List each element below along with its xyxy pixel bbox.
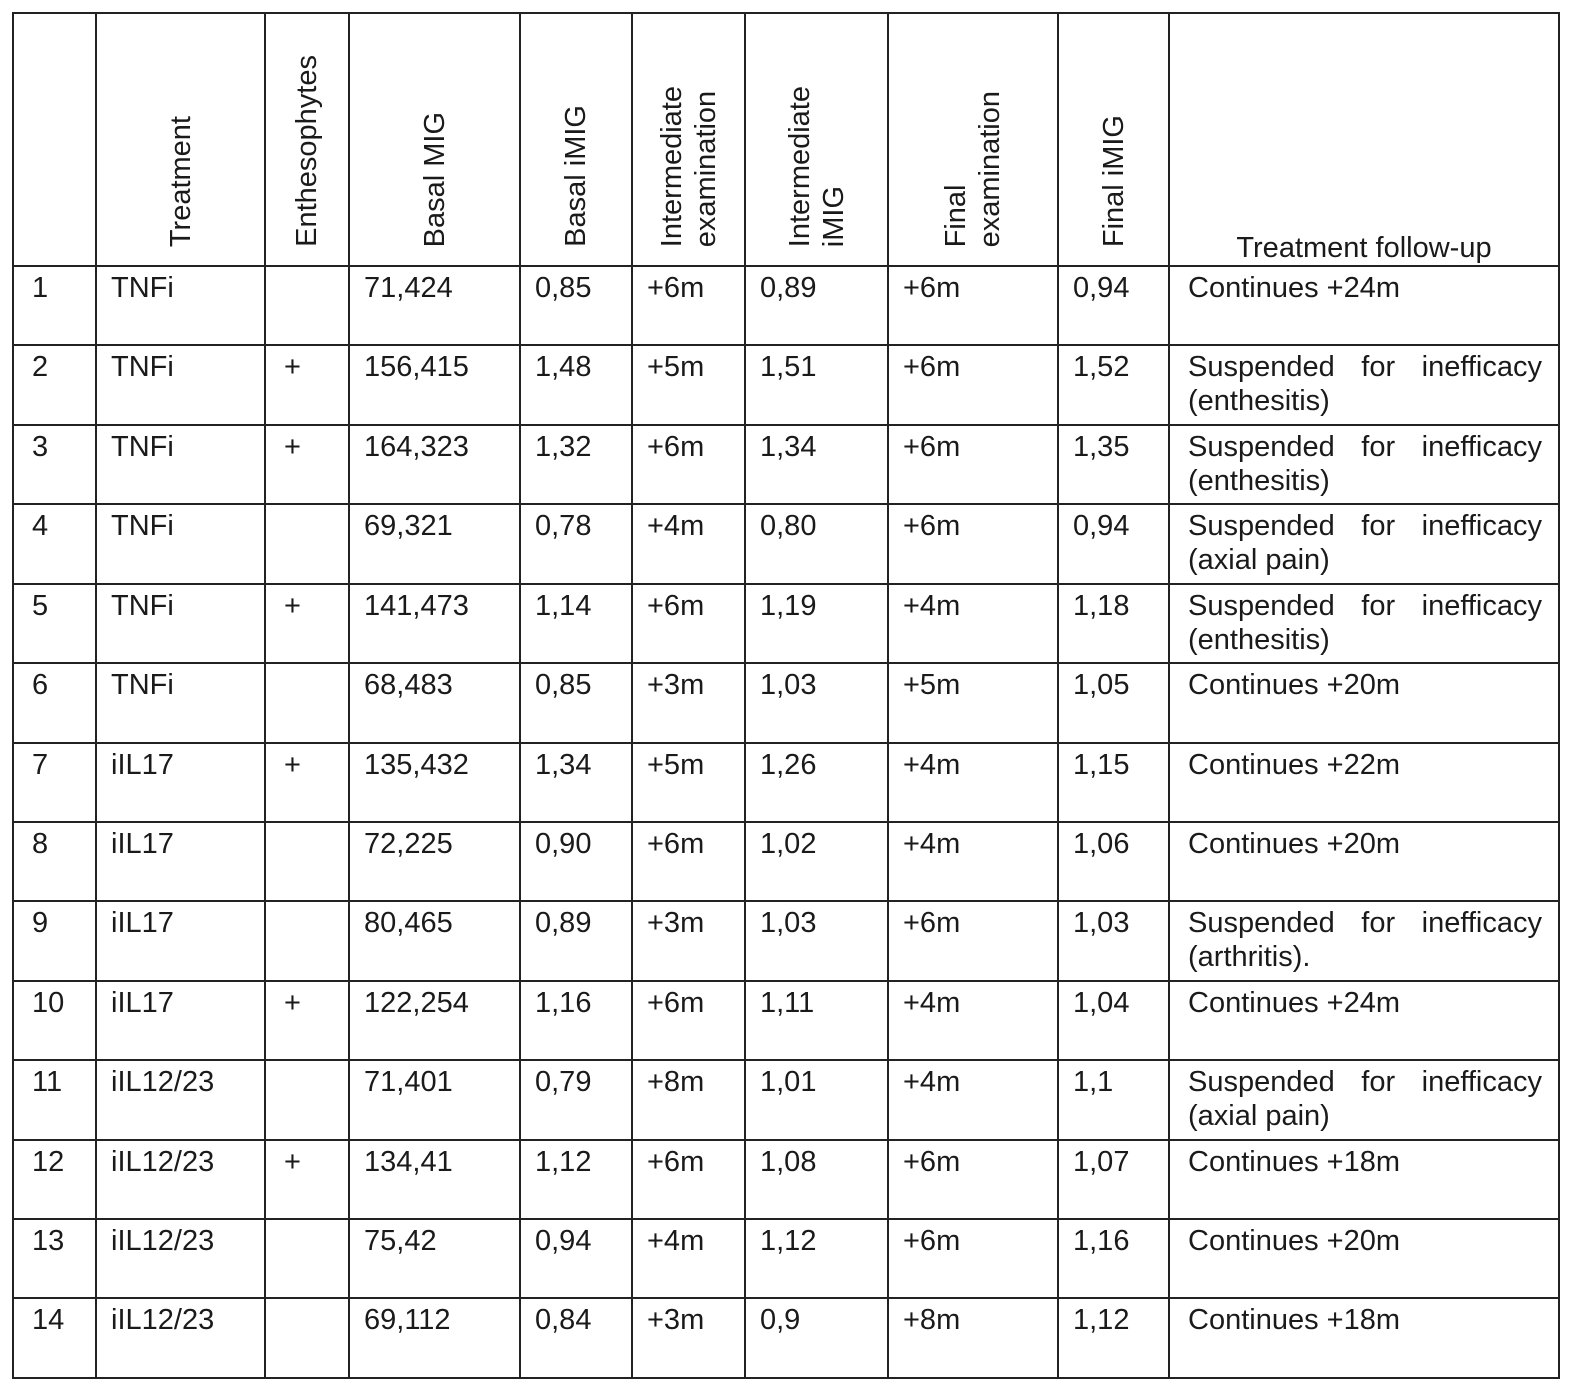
cell-basal-mig: 156,415 [349, 345, 520, 424]
cell-intermediate-examination: +3m [632, 901, 745, 980]
table-row [13, 822, 1559, 901]
table-row [13, 743, 1559, 822]
cell-basal-mig: 75,42 [349, 1219, 520, 1298]
cell-basal-mig: 141,473 [349, 584, 520, 663]
cell-final-examination: +5m [888, 663, 1058, 742]
cell-enthesophytes: + [265, 425, 349, 504]
cell-basal-imig: 0,84 [520, 1298, 632, 1378]
header-treatment-followup: Treatment follow-up [1169, 13, 1559, 266]
header-basal-imig: Basal iMIG [520, 13, 632, 266]
cell-final-imig: 1,15 [1058, 743, 1169, 822]
table-row [13, 504, 1559, 583]
cell-enthesophytes: + [265, 743, 349, 822]
cell-intermediate-examination: +8m [632, 1060, 745, 1139]
cell-treatment-followup: Continues +20m [1169, 1219, 1559, 1298]
cell-final-imig: 1,06 [1058, 822, 1169, 901]
cell-treatment: TNFi [96, 425, 265, 504]
cell-enthesophytes [265, 504, 349, 583]
header-treatment: Treatment [96, 13, 265, 266]
cell-treatment: iIL17 [96, 981, 265, 1060]
cell-basal-imig: 1,16 [520, 981, 632, 1060]
cell-enthesophytes [265, 266, 349, 345]
cell-final-examination: +4m [888, 981, 1058, 1060]
table-row [13, 584, 1559, 663]
cell-final-imig: 1,1 [1058, 1060, 1169, 1139]
table-row [13, 1140, 1559, 1219]
cell-treatment: iIL17 [96, 743, 265, 822]
cell-treatment-followup: Suspended for inefficacy (axial pain) [1169, 504, 1559, 583]
cell-intermediate-examination: +6m [632, 266, 745, 345]
cell-treatment: iIL12/23 [96, 1298, 265, 1378]
cell-final-imig: 1,35 [1058, 425, 1169, 504]
cell-number: 14 [13, 1298, 96, 1378]
cell-number: 4 [13, 504, 96, 583]
table-row [13, 266, 1559, 345]
table-row [13, 901, 1559, 980]
cell-intermediate-imig: 1,03 [745, 663, 888, 742]
cell-final-imig: 1,16 [1058, 1219, 1169, 1298]
cell-enthesophytes [265, 901, 349, 980]
cell-intermediate-imig: 1,02 [745, 822, 888, 901]
cell-treatment: iIL17 [96, 901, 265, 980]
cell-treatment-followup: Continues +22m [1169, 743, 1559, 822]
cell-basal-mig: 71,401 [349, 1060, 520, 1139]
table-row [13, 663, 1559, 742]
cell-final-examination: +4m [888, 584, 1058, 663]
cell-intermediate-examination: +5m [632, 345, 745, 424]
cell-number: 7 [13, 743, 96, 822]
cell-basal-imig: 0,79 [520, 1060, 632, 1139]
cell-final-examination: +4m [888, 1060, 1058, 1139]
cell-final-examination: +6m [888, 1140, 1058, 1219]
table-row [13, 1219, 1559, 1298]
cell-final-examination: +6m [888, 1219, 1058, 1298]
cell-final-imig: 0,94 [1058, 266, 1169, 345]
results-table [12, 12, 1560, 1379]
cell-basal-imig: 0,90 [520, 822, 632, 901]
cell-enthesophytes: + [265, 1140, 349, 1219]
cell-enthesophytes [265, 1060, 349, 1139]
cell-number: 2 [13, 345, 96, 424]
header-number [13, 13, 96, 266]
header-final-examination: Final examination [888, 13, 1058, 266]
cell-treatment-followup: Continues +18m [1169, 1140, 1559, 1219]
cell-intermediate-imig: 1,34 [745, 425, 888, 504]
cell-treatment: iIL12/23 [96, 1060, 265, 1139]
cell-intermediate-imig: 1,12 [745, 1219, 888, 1298]
table-row [13, 425, 1559, 504]
cell-treatment-followup: Suspended for inefficacy (enthesitis) [1169, 584, 1559, 663]
cell-final-imig: 0,94 [1058, 504, 1169, 583]
cell-treatment: iIL17 [96, 822, 265, 901]
cell-intermediate-examination: +6m [632, 584, 745, 663]
cell-treatment: TNFi [96, 663, 265, 742]
cell-final-examination: +6m [888, 425, 1058, 504]
cell-treatment-followup: Suspended for inefficacy (enthesitis) [1169, 345, 1559, 424]
cell-enthesophytes: + [265, 345, 349, 424]
cell-number: 6 [13, 663, 96, 742]
cell-intermediate-examination: +6m [632, 981, 745, 1060]
cell-final-imig: 1,03 [1058, 901, 1169, 980]
cell-final-examination: +4m [888, 743, 1058, 822]
cell-number: 11 [13, 1060, 96, 1139]
cell-final-examination: +6m [888, 504, 1058, 583]
cell-basal-mig: 69,112 [349, 1298, 520, 1378]
cell-final-imig: 1,18 [1058, 584, 1169, 663]
cell-intermediate-examination: +4m [632, 1219, 745, 1298]
cell-number: 8 [13, 822, 96, 901]
cell-intermediate-examination: +3m [632, 663, 745, 742]
header-intermediate-imig: Intermediate iMIG [745, 13, 888, 266]
cell-treatment-followup: Suspended for inefficacy (enthesitis) [1169, 425, 1559, 504]
cell-basal-imig: 1,12 [520, 1140, 632, 1219]
cell-basal-mig: 80,465 [349, 901, 520, 980]
cell-intermediate-imig: 1,08 [745, 1140, 888, 1219]
cell-basal-imig: 0,85 [520, 663, 632, 742]
cell-treatment-followup: Continues +18m [1169, 1298, 1559, 1378]
header-basal-mig: Basal MIG [349, 13, 520, 266]
cell-number: 1 [13, 266, 96, 345]
cell-basal-imig: 1,32 [520, 425, 632, 504]
table-row [13, 1298, 1559, 1378]
cell-final-examination: +6m [888, 266, 1058, 345]
cell-basal-mig: 72,225 [349, 822, 520, 901]
cell-basal-mig: 135,432 [349, 743, 520, 822]
cell-number: 10 [13, 981, 96, 1060]
cell-intermediate-imig: 0,9 [745, 1298, 888, 1378]
cell-treatment: TNFi [96, 504, 265, 583]
cell-number: 12 [13, 1140, 96, 1219]
cell-basal-mig: 71,424 [349, 266, 520, 345]
cell-treatment-followup: Continues +24m [1169, 266, 1559, 345]
header-intermediate-examination: Intermediate examination [632, 13, 745, 266]
cell-number: 9 [13, 901, 96, 980]
cell-basal-imig: 1,14 [520, 584, 632, 663]
cell-basal-imig: 0,89 [520, 901, 632, 980]
cell-final-examination: +8m [888, 1298, 1058, 1378]
cell-intermediate-examination: +3m [632, 1298, 745, 1378]
cell-treatment-followup: Suspended for inefficacy (axial pain) [1169, 1060, 1559, 1139]
cell-intermediate-examination: +5m [632, 743, 745, 822]
cell-intermediate-imig: 0,80 [745, 504, 888, 583]
header-final-imig: Final iMIG [1058, 13, 1169, 266]
cell-final-examination: +4m [888, 822, 1058, 901]
table-row [13, 981, 1559, 1060]
cell-intermediate-imig: 1,19 [745, 584, 888, 663]
cell-intermediate-imig: 1,51 [745, 345, 888, 424]
cell-intermediate-examination: +6m [632, 1140, 745, 1219]
cell-intermediate-examination: +4m [632, 504, 745, 583]
cell-enthesophytes [265, 1219, 349, 1298]
cell-final-imig: 1,12 [1058, 1298, 1169, 1378]
cell-treatment-followup: Continues +24m [1169, 981, 1559, 1060]
cell-enthesophytes [265, 822, 349, 901]
header-enthesophytes: Enthesophytes [265, 13, 349, 266]
cell-number: 3 [13, 425, 96, 504]
table-body [13, 266, 1559, 1378]
cell-final-imig: 1,04 [1058, 981, 1169, 1060]
header-row [13, 13, 1559, 266]
table-row [13, 345, 1559, 424]
cell-enthesophytes [265, 663, 349, 742]
cell-treatment: TNFi [96, 584, 265, 663]
cell-intermediate-imig: 1,03 [745, 901, 888, 980]
cell-basal-imig: 1,48 [520, 345, 632, 424]
cell-final-examination: +6m [888, 345, 1058, 424]
cell-intermediate-imig: 0,89 [745, 266, 888, 345]
cell-intermediate-imig: 1,01 [745, 1060, 888, 1139]
cell-basal-mig: 134,41 [349, 1140, 520, 1219]
cell-treatment: TNFi [96, 345, 265, 424]
cell-final-imig: 1,07 [1058, 1140, 1169, 1219]
cell-basal-mig: 164,323 [349, 425, 520, 504]
cell-basal-mig: 69,321 [349, 504, 520, 583]
cell-basal-mig: 68,483 [349, 663, 520, 742]
cell-final-imig: 1,05 [1058, 663, 1169, 742]
cell-treatment: iIL12/23 [96, 1219, 265, 1298]
cell-basal-imig: 0,78 [520, 504, 632, 583]
cell-intermediate-imig: 1,26 [745, 743, 888, 822]
cell-enthesophytes [265, 1298, 349, 1378]
cell-treatment-followup: Continues +20m [1169, 822, 1559, 901]
cell-treatment-followup: Suspended for inefficacy (arthritis). [1169, 901, 1559, 980]
cell-treatment-followup: Continues +20m [1169, 663, 1559, 742]
cell-treatment: iIL12/23 [96, 1140, 265, 1219]
cell-enthesophytes: + [265, 584, 349, 663]
cell-basal-mig: 122,254 [349, 981, 520, 1060]
cell-intermediate-examination: +6m [632, 822, 745, 901]
table-row [13, 1060, 1559, 1139]
cell-intermediate-imig: 1,11 [745, 981, 888, 1060]
cell-basal-imig: 1,34 [520, 743, 632, 822]
cell-final-imig: 1,52 [1058, 345, 1169, 424]
cell-basal-imig: 0,94 [520, 1219, 632, 1298]
cell-treatment: TNFi [96, 266, 265, 345]
cell-number: 5 [13, 584, 96, 663]
cell-final-examination: +6m [888, 901, 1058, 980]
cell-enthesophytes: + [265, 981, 349, 1060]
cell-basal-imig: 0,85 [520, 266, 632, 345]
cell-intermediate-examination: +6m [632, 425, 745, 504]
cell-number: 13 [13, 1219, 96, 1298]
